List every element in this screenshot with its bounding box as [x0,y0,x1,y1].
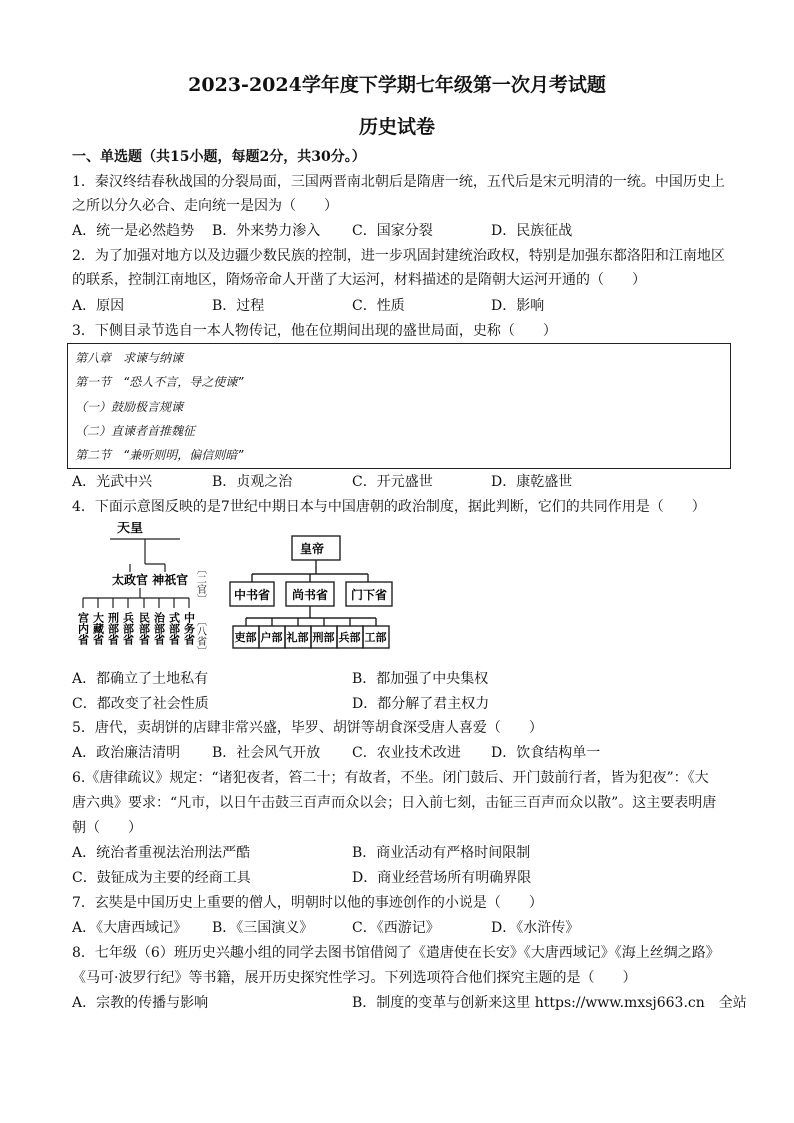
q4-option-a[interactable]: A．都确立了土地私有 [72,671,209,687]
q6-option-d[interactable]: D．商业经营场所有明确界限 [352,870,532,886]
q8-stem-cont: 《马可·波罗行纪》等书籍，展开历史探究性学习。下列选项符合他们探究主题的是（ ） [72,970,637,986]
tang-ministry-label: 工部 [364,631,387,644]
q1-stem-cont: 之所以分久必合、走向统一是因为（ ） [72,198,338,214]
q6-option-a[interactable]: A．统治者重视法治刑法严酷 [72,845,251,861]
japan-side-label-bottom: 〔八省〕 [194,616,206,656]
exam-subtitle: 历史试卷 [358,116,435,138]
q1-option-c[interactable]: C．国家分裂 [352,223,433,239]
tang-ministry-label: 刑部 [312,631,335,644]
q2-option-a[interactable]: A．原因 [72,298,125,314]
japan-emperor: 天皇 [117,522,144,536]
q2-option-d[interactable]: D．影响 [491,298,545,314]
q6-option-c[interactable]: C．鼓钲成为主要的经商工具 [72,870,251,886]
box-line: 第一节 “恐人不言，导之使谏” [75,375,244,389]
q7-option-c[interactable]: C．《西游记》 [352,920,440,936]
q4-option-c[interactable]: C．都改变了社会性质 [72,696,209,712]
q6-stem-cont: 唐六典》要求：“凡市，以日午击鼓三百声而众以会；日入前七刻，击钲三百声而众以散”。这主要表明唐 [72,795,717,811]
q3-option-c[interactable]: C．开元盛世 [352,474,433,490]
q1-stem: 1．秦汉终结春秋战国的分裂局面，三国两晋南北朝后是隋唐一统，五代后是宋元明清的一统。中国历史上 [72,174,725,190]
q7-option-a[interactable]: A．《大唐西域记》 [72,920,188,936]
q3-option-a[interactable]: A．光武中兴 [72,474,153,490]
q1-option-b[interactable]: B．外来势力渗入 [212,223,321,239]
q2-option-b[interactable]: B．过程 [212,298,265,314]
q7-option-d[interactable]: D．《水浒传》 [491,920,580,936]
box-line: （一）鼓励极言规谏 [75,400,184,414]
q4-option-b[interactable]: B．都加强了中央集权 [352,671,489,687]
q6-stem: 6.《唐律疏议》规定：“诸犯夜者，笞二十；有故者，不坐。闭门鼓后、开门鼓前行者，皆为犯夜”：《大 [72,770,709,786]
tang-ministry-label: 户部 [260,631,283,644]
q6-stem-cont2: 朝（ ） [72,820,142,836]
q8-stem: 8．七年级（6）班历史兴趣小组的同学去图书馆借阅了《遣唐使在长安》《大唐西域记》《海上丝绸之路》 [72,945,720,961]
tang-emperor: 皇帝 [300,542,325,556]
q4-option-d[interactable]: D．都分解了君主权力 [352,696,490,712]
japan-ministry-label: 大藏省 [91,612,105,645]
q5-option-b[interactable]: B．社会风气开放 [212,745,321,761]
box-line: 第二节 “兼听则明，偏信则暗” [75,448,244,462]
box-line: （二）直谏者首推魏征 [75,424,196,438]
q2-stem-cont: 的联系，控制江南地区，隋炀帝命人开凿了大运河，材料描述的是隋朝大运河开通的（ ） [72,272,646,288]
q8-option-b[interactable]: B．制度的变革与创新来这里 https://www.mxsj663.cn 全站 [352,995,747,1011]
japan-ministry-label: 兵部省 [121,612,135,645]
tang-ministry-label: 礼部 [286,631,309,644]
q5-stem: 5．唐代，卖胡饼的店肆非常兴盛，毕罗、胡饼等胡食深受唐人喜爱（ ） [72,720,543,736]
q8-option-a[interactable]: A．宗教的传播与影响 [72,995,209,1011]
japan-ministry-label: 民部省 [137,612,151,645]
japan-side-label-top: 〔二官〕 [194,564,206,604]
q4-diagrams [70,522,410,662]
q1-option-a[interactable]: A．统一是必然趋势 [72,223,195,239]
section-heading: 一、单选题（共15小题，每题2分，共30分。） [72,149,366,165]
tang-province-label: 尚书省 [292,588,329,602]
japan-ministry-label: 中务省 [182,612,196,645]
exam-title: 2023-2024学年度下学期七年级第一次月考试题 [188,74,606,96]
q5-option-a[interactable]: A．政治廉洁清明 [72,745,181,761]
q3-option-b[interactable]: B．贞观之治 [212,474,293,490]
q4-stem: 4．下面示意图反映的是7世纪中期日本与中国唐朝的政治制度，据此判断，它们的共同作用是（ ） [72,499,706,515]
q5-option-c[interactable]: C．农业技术改进 [352,745,461,761]
q5-option-d[interactable]: D．饮食结构单一 [491,745,601,761]
q1-option-d[interactable]: D．民族征战 [491,223,573,239]
q3-contents-box [67,343,731,469]
q2-option-c[interactable]: C．性质 [352,298,405,314]
q7-stem: 7．玄奘是中国历史上重要的僧人，明朝时以他的事迹创作的小说是（ ） [72,895,543,911]
tang-ministry-label: 吏部 [234,631,257,644]
japan-ministry-label: 治部省 [152,612,166,645]
q3-stem: 3．下侧目录节选自一本人物传记，他在位期间出现的盛世局面，史称（ ） [72,323,557,339]
q2-stem: 2．为了加强对地方以及边疆少数民族的控制，进一步巩固封建统治政权，特别是加强东都洛阳和江南地区 [72,248,725,264]
q3-option-d[interactable]: D．康乾盛世 [491,474,573,490]
q6-option-b[interactable]: B．商业活动有严格时间限制 [352,845,531,861]
japan-ministry-label: 式部省 [167,612,181,645]
japan-two-offices: 太政官 神祇官 [112,573,189,587]
tang-province-label: 门下省 [351,588,388,602]
japan-ministry-label: 宫内省 [76,612,90,645]
japan-ministry-label: 刑部省 [106,612,120,645]
tang-ministry-label: 兵部 [338,631,361,644]
box-line: 第八章 求谏与纳谏 [75,351,184,365]
q7-option-b[interactable]: B．《三国演义》 [212,920,314,936]
tang-province-label: 中书省 [234,588,271,602]
